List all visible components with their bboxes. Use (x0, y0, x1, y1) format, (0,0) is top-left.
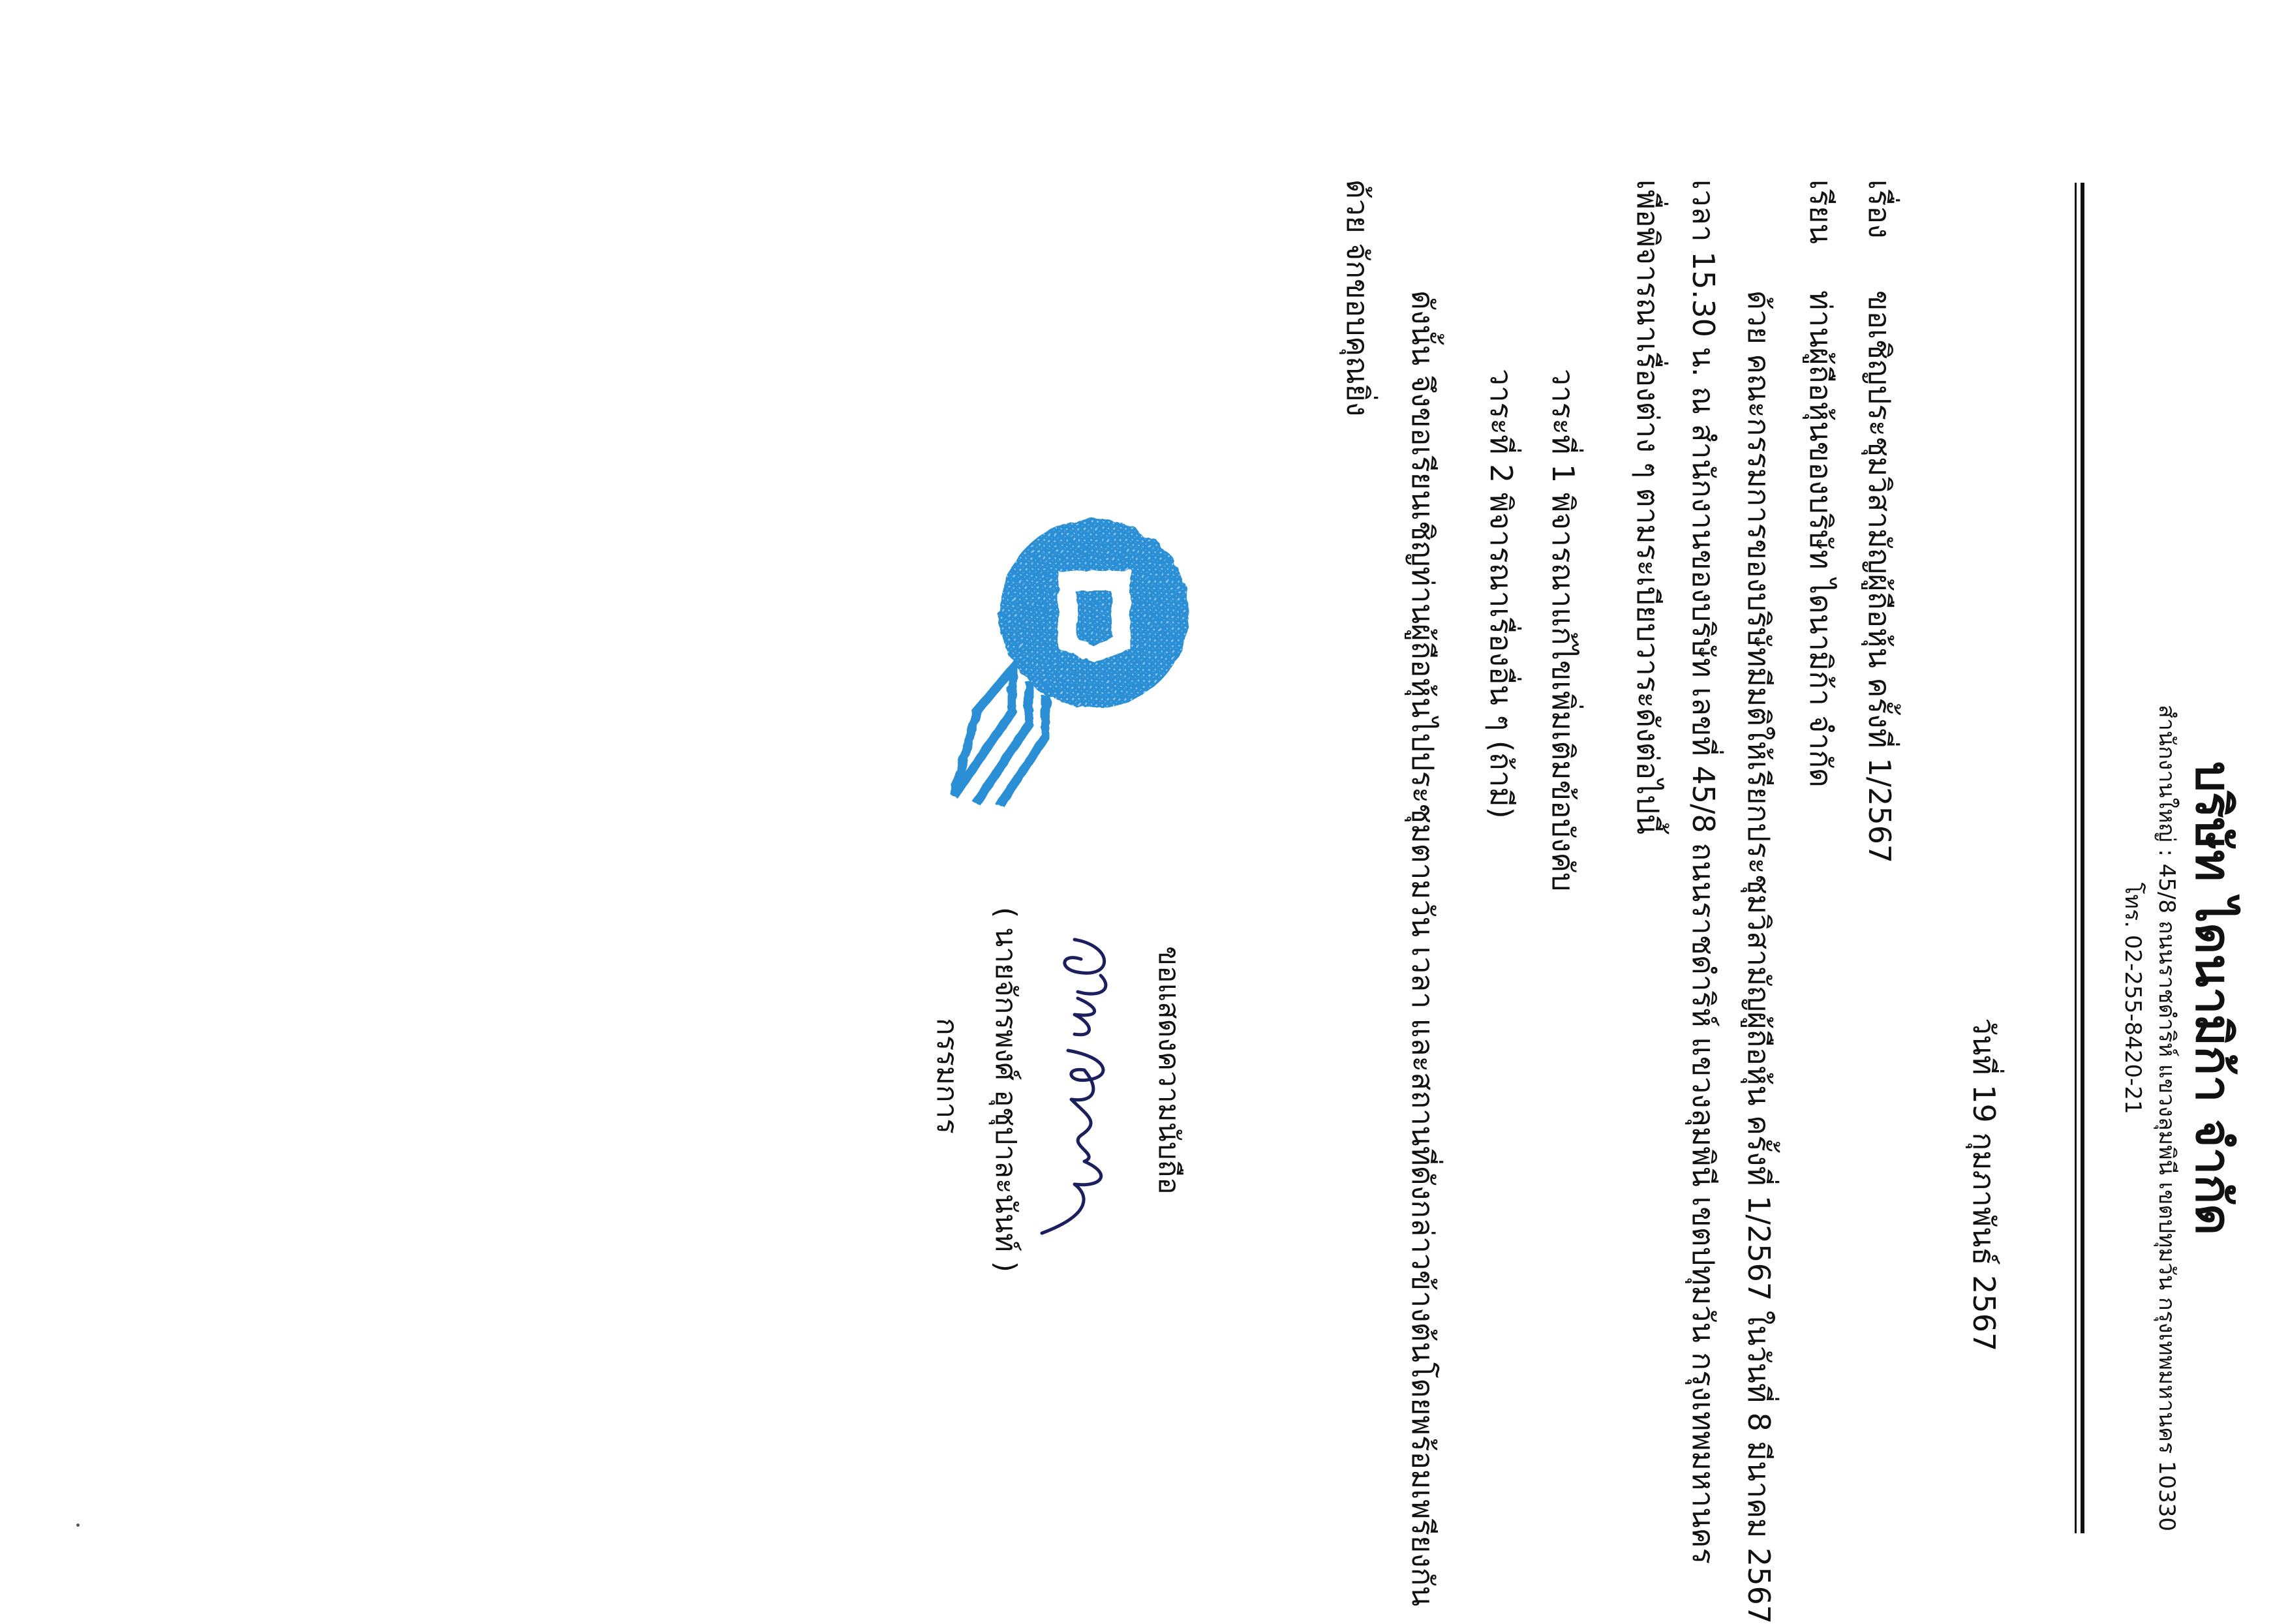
letter-date: วันที่ 19 กุมภาพันธ์ 2567 (1966, 1018, 2002, 1352)
subject-text: ขอเชิญประชุมวิสามัญผู้ถือหุ้น ครั้งที่ 1/2567 (1862, 290, 1897, 864)
regards-text: ขอแสดงความนับถือ (1152, 946, 1185, 1195)
company-name: บริษัท ไดนามิก้า จำกัด (2185, 761, 2241, 1236)
closing-line: ด้วย จักขอบคุณยิ่ง (1340, 179, 1375, 417)
body-paragraph-line: เวลา 15.30 น. ณ สำนักงานของบริษัท เลขที่ 45/8 ถนนราชดำริห์ แขวงลุมพินี เขตปทุมวัน กรุงเทพมหานคร (1686, 179, 1721, 1565)
agenda-item: วาระที่ 1 พิจารณาแก้ไขเพิ่มเติมข้อบังคับ (1546, 369, 1581, 892)
scan-speck (76, 1524, 80, 1527)
agenda-item: วาระที่ 2 พิจารณาเรื่องอื่น ๆ (ถ้ามี) (1484, 369, 1519, 819)
header-rule (2081, 183, 2084, 1533)
signature-icon (1029, 927, 1140, 1266)
header-rule-thin (2075, 183, 2077, 1533)
company-address: สำนักงานใหญ่ : 45/8 ถนนราชดำริห์ แขวงลุมพินี เขตปทุมวัน กรุงเทพมหานคร 10330 (2154, 705, 2180, 1532)
recipient-label: เรียน (1803, 179, 1838, 244)
company-phone: โทร. 02-255-8420-21 (2120, 882, 2146, 1114)
closing-line: ดังนั้น จึงขอเรียนเชิญท่านผู้ถือหุ้นไปประชุมตามวัน เวลา และสถานที่ดังกล่าวข้างต้นโดยพร้อมเพรียงกัน (1405, 290, 1441, 1606)
company-seal-icon (921, 515, 1228, 822)
body-paragraph-line: ด้วย คณะกรรมการของบริษัทมีมติให้เรียกประชุมวิสามัญผู้ถือหุ้น ครั้งที่ 1/2567 ในวันที่ 8 มีนาคม 2567 (1741, 290, 1777, 1624)
signer-name: ( นายจักรพงศ์ อุชุปาละนันท์ ) (989, 907, 1022, 1273)
subject-label: เรื่อง (1862, 179, 1897, 239)
signer-title: กรรมการ (930, 1018, 964, 1134)
recipient-text: ท่านผู้ถือหุ้นของบริษัท ไดนามิก้า จำกัด (1803, 290, 1838, 788)
body-paragraph-line: เพื่อพิจารณาเรื่องต่าง ๆ ตามระเบียบวาระดังต่อไปนี้ (1630, 179, 1666, 835)
